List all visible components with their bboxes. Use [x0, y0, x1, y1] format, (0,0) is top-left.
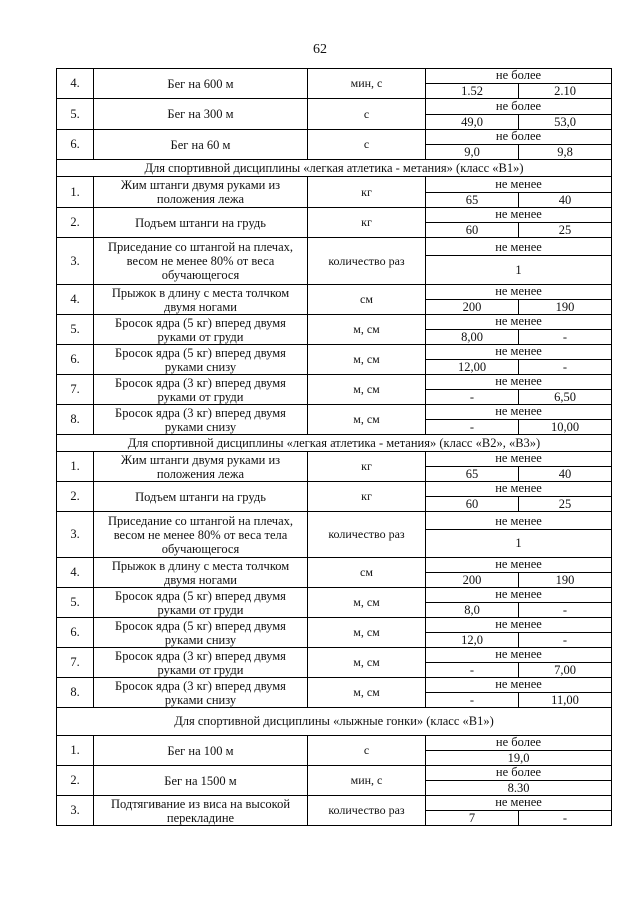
norm-header: не более	[426, 69, 611, 84]
row-number: 5.	[57, 588, 94, 617]
unit: кг	[308, 177, 426, 207]
value-b: 10,00	[550, 420, 580, 434]
unit: количество раз	[308, 238, 426, 284]
table-row	[56, 558, 612, 588]
row-number: 3.	[57, 238, 94, 284]
value-b: -	[562, 633, 568, 647]
norm-header: не менее	[426, 285, 611, 300]
table-row	[56, 618, 612, 648]
value-single: 1	[515, 536, 522, 550]
norm-header: не более	[426, 766, 611, 781]
row-number: 8.	[57, 405, 94, 434]
value-single: 19,0	[507, 751, 530, 765]
unit: количество раз	[308, 512, 426, 557]
section-heading-b1: Для спортивной дисциплины «легкая атлетика - метания» (класс «В1»)	[56, 160, 612, 177]
table-row	[56, 208, 612, 238]
norm-header: не менее	[426, 512, 611, 530]
value-a: 49,0	[426, 115, 519, 129]
exercise-name: Жим штанги двумя руками из положения лежа	[94, 177, 308, 207]
row-number: 3.	[57, 796, 94, 825]
value-b: 25	[558, 497, 572, 511]
exercise-name: Бег на 60 м	[94, 130, 308, 159]
norm-header: не менее	[426, 618, 611, 633]
exercise-name: Бросок ядра (5 кг) вперед двумя руками от груди	[94, 315, 308, 344]
norm-header: не менее	[426, 238, 611, 256]
value-b: 40	[558, 467, 572, 481]
value-b: 25	[558, 223, 572, 237]
exercise-name: Бег на 1500 м	[94, 766, 308, 795]
exercise-name: Бросок ядра (5 кг) вперед двумя руками снизу	[94, 618, 308, 647]
value-a: 200	[426, 300, 519, 314]
value-a: 12,00	[426, 360, 519, 374]
norm-header: не менее	[426, 177, 611, 193]
unit: мин, с	[308, 766, 426, 795]
table-row	[56, 452, 612, 482]
value-single: 8.30	[507, 781, 530, 795]
table-row	[56, 796, 612, 826]
unit: кг	[308, 208, 426, 237]
value-b: 190	[555, 573, 575, 587]
value-a: -	[426, 390, 519, 404]
unit: м, см	[308, 345, 426, 374]
section-heading-b2: Для спортивной дисциплины «легкая атлетика - метания» (класс «В2», «В3»)	[56, 435, 612, 452]
row-number: 6.	[57, 345, 94, 374]
value-a: 9,0	[426, 145, 519, 159]
exercise-name: Подтягивание из виса на высокой перекладине	[94, 796, 308, 825]
value-a: 7	[426, 811, 519, 825]
unit: м, см	[308, 648, 426, 677]
value-a: 1.52	[426, 84, 519, 98]
value-a: -	[426, 420, 519, 434]
row-number: 1.	[57, 452, 94, 481]
norm-header: не менее	[426, 482, 611, 497]
norm-header: не менее	[426, 208, 611, 223]
value-a: 60	[426, 497, 519, 511]
norm-header: не более	[426, 99, 611, 115]
unit: количество раз	[308, 796, 426, 825]
table-row	[56, 766, 612, 796]
unit: м, см	[308, 588, 426, 617]
page-number: 62	[313, 42, 327, 57]
value-a: 65	[426, 193, 519, 207]
unit: м, см	[308, 315, 426, 344]
exercise-name: Прыжок в длину с места толчком двумя ногами	[94, 285, 308, 314]
value-a: -	[426, 693, 519, 707]
unit: см	[308, 558, 426, 587]
unit: м, см	[308, 618, 426, 647]
norm-header: не менее	[426, 375, 611, 390]
table-row	[56, 405, 612, 435]
norm-header: не менее	[426, 678, 611, 693]
table-row	[56, 130, 612, 160]
row-number: 2.	[57, 482, 94, 511]
unit: м, см	[308, 405, 426, 434]
table-row	[56, 588, 612, 618]
norm-header: не менее	[426, 648, 611, 663]
norm-header: не более	[426, 736, 611, 751]
value-a: 60	[426, 223, 519, 237]
row-number: 7.	[57, 648, 94, 677]
row-number: 6.	[57, 618, 94, 647]
value-b: 190	[555, 300, 575, 314]
table-row	[56, 345, 612, 375]
unit: с	[308, 99, 426, 129]
table-row	[56, 68, 612, 99]
value-b: 40	[558, 193, 572, 207]
table-row	[56, 648, 612, 678]
value-b: 7,00	[554, 663, 576, 677]
norms-table	[56, 68, 612, 826]
exercise-name: Жим штанги двумя руками из положения лежа	[94, 452, 308, 481]
row-number: 2.	[57, 766, 94, 795]
unit: с	[308, 130, 426, 159]
exercise-name: Бросок ядра (3 кг) вперед двумя руками от груди	[94, 375, 308, 404]
unit: мин, с	[308, 69, 426, 98]
value-a: -	[426, 663, 519, 677]
value-a: 12,0	[426, 633, 519, 647]
unit: кг	[308, 482, 426, 511]
exercise-name: Бросок ядра (3 кг) вперед двумя руками снизу	[94, 405, 308, 434]
row-number: 4.	[57, 558, 94, 587]
exercise-name: Бросок ядра (5 кг) вперед двумя руками от груди	[94, 588, 308, 617]
exercise-name: Прыжок в длину с места толчком двумя ногами	[94, 558, 308, 587]
norm-header: не менее	[426, 452, 611, 467]
value-single: 1	[515, 262, 522, 277]
value-b: -	[562, 360, 568, 374]
unit: кг	[308, 452, 426, 481]
row-number: 5.	[57, 99, 94, 129]
norm-header: не менее	[426, 315, 611, 330]
exercise-name: Бросок ядра (3 кг) вперед двумя руками от груди	[94, 648, 308, 677]
unit: см	[308, 285, 426, 314]
table-row	[56, 736, 612, 766]
norm-header: не менее	[426, 405, 611, 420]
table-row	[56, 482, 612, 512]
norm-header: не более	[426, 130, 611, 145]
row-number: 1.	[57, 177, 94, 207]
norm-header: не менее	[426, 796, 611, 811]
unit: с	[308, 736, 426, 765]
value-b: 53,0	[554, 115, 576, 129]
value-a: 8,0	[426, 603, 519, 617]
table-row	[56, 99, 612, 130]
value-b: 2.10	[554, 84, 576, 98]
section-heading-ski: Для спортивной дисциплины «лыжные гонки» (класс «В1»)	[56, 708, 612, 736]
row-number: 3.	[57, 512, 94, 557]
norm-header: не менее	[426, 345, 611, 360]
row-number: 6.	[57, 130, 94, 159]
unit: м, см	[308, 678, 426, 707]
row-number: 4.	[57, 285, 94, 314]
row-number: 7.	[57, 375, 94, 404]
row-number: 2.	[57, 208, 94, 237]
table-row	[56, 177, 612, 208]
table-row	[56, 315, 612, 345]
norm-header: не менее	[426, 588, 611, 603]
value-b: -	[562, 603, 568, 617]
unit: м, см	[308, 375, 426, 404]
value-b: 9,8	[557, 145, 573, 159]
table-row	[56, 285, 612, 315]
exercise-name: Бег на 100 м	[94, 736, 308, 765]
exercise-name: Бег на 300 м	[94, 99, 308, 129]
value-b: -	[562, 811, 568, 825]
row-number: 1.	[57, 736, 94, 765]
value-b: 11,00	[551, 693, 579, 707]
value-b: 6,50	[554, 390, 576, 404]
table-row	[56, 678, 612, 708]
value-a: 65	[426, 467, 519, 481]
norm-header: не менее	[426, 558, 611, 573]
exercise-name: Бросок ядра (3 кг) вперед двумя руками снизу	[94, 678, 308, 707]
row-number: 8.	[57, 678, 94, 707]
exercise-name: Бег на 600 м	[94, 69, 308, 98]
exercise-name: Подъем штанги на грудь	[94, 208, 308, 237]
exercise-name: Бросок ядра (5 кг) вперед двумя руками снизу	[94, 345, 308, 374]
value-a: 8,00	[426, 330, 519, 344]
table-row	[56, 375, 612, 405]
exercise-name: Приседание со штангой на плечах, весом не менее 80% от веса тела обучающегося	[94, 512, 308, 557]
exercise-name: Подъем штанги на грудь	[94, 482, 308, 511]
row-number: 4.	[57, 69, 94, 98]
table-row	[56, 512, 612, 558]
table-row	[56, 238, 612, 285]
value-b: -	[562, 330, 568, 344]
value-a: 200	[426, 573, 519, 587]
row-number: 5.	[57, 315, 94, 344]
exercise-name: Приседание со штангой на плечах, весом не менее 80% от веса обучающегося	[94, 238, 308, 284]
